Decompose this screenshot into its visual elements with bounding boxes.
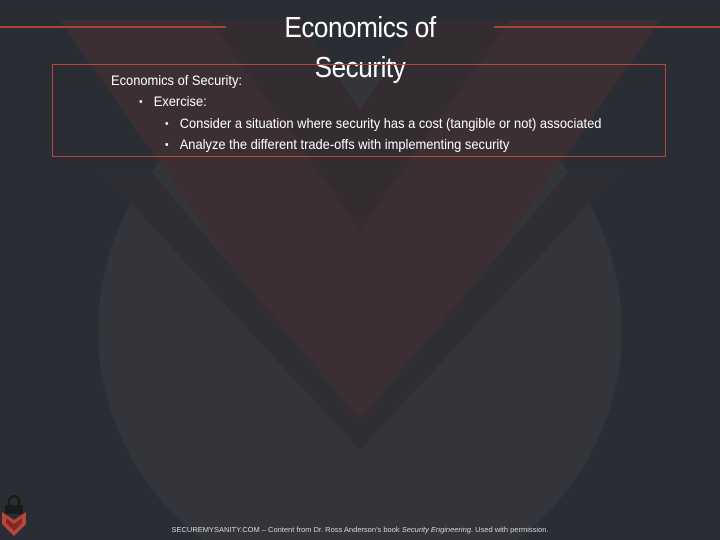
title-bar: [0, 8, 720, 84]
bullet-glyph: •: [165, 118, 169, 130]
bullet-item: [139, 93, 207, 109]
bullet-glyph: •: [139, 96, 143, 108]
content-heading: Economics of Security:: [111, 72, 242, 88]
sub-bullet-item: [165, 136, 509, 152]
footer-book-title: Security Engineering: [401, 525, 471, 534]
footer-prefix: SECUREMYSANITY.COM – Content from Dr. Ross Anderson’s book: [171, 525, 402, 534]
sub-bullet-item: [165, 115, 601, 131]
bullet-glyph: •: [165, 139, 169, 151]
title-rule-right: [494, 26, 720, 28]
title-rule-left: [0, 26, 226, 28]
footer-credit: [0, 525, 720, 534]
footer-suffix: . Used with permission.: [470, 525, 549, 534]
bullet-item-text: Exercise:: [153, 93, 207, 109]
slide-title: Economics of Security: [284, 12, 436, 84]
content-box: [52, 64, 666, 157]
sub-bullet-text: Consider a situation where security has a cost (tangible or not) associated: [179, 115, 602, 131]
sub-bullet-text: Analyze the different trade-offs with implementing security: [179, 136, 510, 152]
